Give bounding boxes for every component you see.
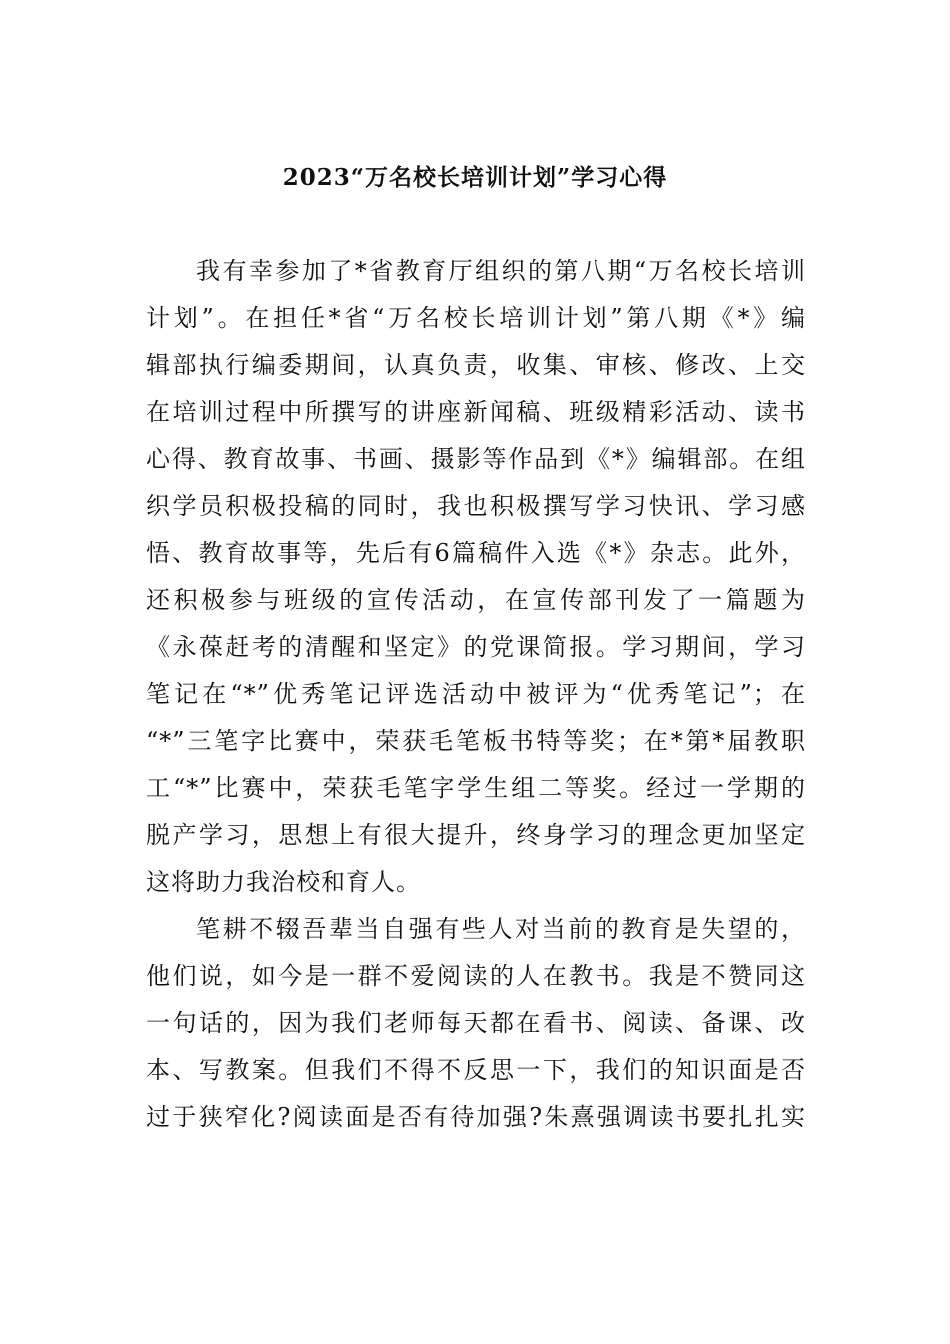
paragraph-line: 还积极参与班级的宣传活动，在宣传部刊发了一篇题为 (146, 586, 806, 614)
paragraph-line: 心得、教育故事、书画、摄影等作品到《*》编辑部。在组 (146, 445, 806, 473)
document-body (146, 248, 806, 1141)
paragraph-line: 脱产学习，思想上有很大提升，终身学习的理念更加坚定 (146, 821, 806, 849)
paragraph-line: 笔耕不辍吾辈当自强有些人对当前的教育是失望的， (196, 915, 806, 943)
paragraph-line: 我有幸参加了*省教育厅组织的第八期“万名校长培训 (196, 257, 806, 285)
paragraph-line: 计划”。在担任*省“万名校长培训计划”第八期《*》编 (146, 304, 806, 332)
paragraph-line: 悟、教育故事等，先后有6篇稿件入选《*》杂志。此外， (146, 539, 806, 567)
paragraph-line: 本、写教案。但我们不得不反思一下，我们的知识面是否 (146, 1056, 806, 1084)
paragraph-line: 在培训过程中所撰写的讲座新闻稿、班级精彩活动、读书 (146, 398, 806, 426)
paragraph-line: 他们说，如今是一群不爱阅读的人在教书。我是不赞同这 (146, 962, 806, 990)
paragraph-line: 过于狭窄化?阅读面是否有待加强?朱熹强调读书要扎扎实 (146, 1103, 806, 1131)
paragraph-2 (146, 906, 806, 1141)
paragraph-line: 织学员积极投稿的同时，我也积极撰写学习快讯、学习感 (146, 492, 806, 520)
paragraph-line: “*”三笔字比赛中，荣获毛笔板书特等奖；在*第*届教职 (146, 727, 806, 755)
paragraph-line: 工“*”比赛中，荣获毛笔字学生组二等奖。经过一学期的 (146, 774, 806, 802)
document-title: 2023“万名校长培训计划”学习心得 (282, 164, 668, 191)
paragraph-line: 一句话的，因为我们老师每天都在看书、阅读、备课、改 (146, 1009, 806, 1037)
paragraph-line: 《永葆赶考的清醒和坚定》的党课简报。学习期间，学习 (146, 633, 806, 661)
paragraph-line: 辑部执行编委期间，认真负责，收集、审核、修改、上交 (146, 351, 806, 379)
paragraph-line: 这将助力我治校和育人。 (146, 868, 421, 896)
paragraph-line: 笔记在“*”优秀笔记评选活动中被评为“优秀笔记”；在 (146, 680, 806, 708)
paragraph-1 (146, 248, 806, 906)
